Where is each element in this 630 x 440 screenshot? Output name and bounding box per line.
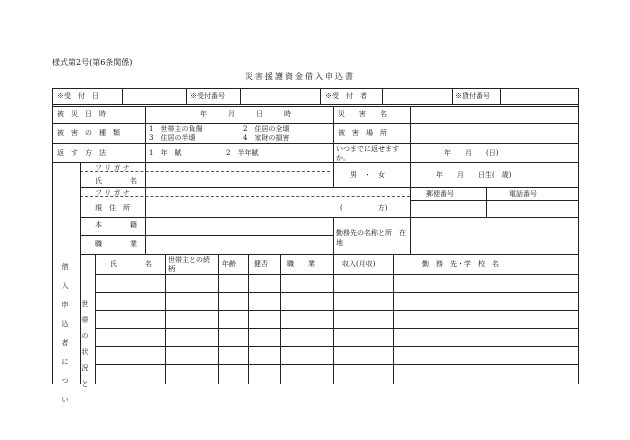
damage-option-4: 4 家財の損害: [243, 134, 290, 142]
disaster-date-value: 年 月 日 時: [200, 110, 291, 118]
furigana-label: フ リ ガ ナ: [95, 164, 130, 172]
repayment-by-when-label: いつまでに返せますか。: [336, 145, 399, 162]
address-suffix: ( 方): [340, 204, 388, 212]
postal-code-label: 郵便番号: [426, 190, 454, 198]
phone-number-label: 電話番号: [509, 190, 537, 198]
damage-option-3: 3 住居の半壊: [149, 134, 196, 142]
col-relation: 世帯主との続柄: [168, 256, 210, 273]
domicile-label: 本 籍: [95, 221, 137, 229]
reception-number-label: ※受付番号: [190, 92, 225, 100]
address-label: 現 住 所: [95, 204, 130, 212]
form-number: 様式第2号(第6条関係): [52, 58, 133, 67]
name-label: 氏 名: [95, 177, 137, 185]
col-age: 年齢: [222, 260, 236, 268]
col-occupation: 職 業: [287, 260, 315, 268]
birth-date: 年 月 日生( 歳): [436, 171, 512, 179]
loan-number-label: ※貸付番号: [455, 92, 490, 100]
damage-option-2: 2 住居の全壊: [243, 125, 290, 133]
disaster-name-label: 災 害 名: [338, 110, 387, 118]
damage-type-label: 被 害 の 種 類: [57, 129, 120, 137]
col-income: 収入(月収): [342, 260, 376, 268]
disaster-date-label: 被 災 日 時: [57, 110, 106, 118]
employer-label: 勤務先の名称と所 在 地: [336, 229, 413, 247]
repayment-method-annual: 1 年 賦: [149, 149, 182, 157]
col-name: 氏 名: [110, 260, 152, 268]
col-health: 健否: [254, 260, 268, 268]
damage-option-1: 1 世帯主の負傷: [149, 125, 203, 133]
address-furigana-label: フ リ ガ ナ: [95, 189, 130, 197]
occupation-label: 職 業: [95, 240, 137, 248]
form-title: 災害援護資金借入申込書: [245, 72, 355, 81]
applicant-side-label: 借入申込者につい: [61, 263, 69, 404]
gender-select[interactable]: 男 ・ 女: [350, 171, 385, 179]
repayment-method-label: 返 す 方 法: [57, 149, 106, 157]
repayment-by-when-value: 年 月 (日): [444, 149, 499, 157]
damage-location-label: 被 害 場 所: [338, 129, 387, 137]
col-workplace-school: 勤 務 先・学 校 名: [422, 260, 499, 268]
repayment-method-semiannual: 2 半年賦: [226, 149, 259, 157]
reception-date-label: ※受 付 日: [57, 92, 99, 100]
reception-receiver-label: ※受 付 者: [325, 92, 367, 100]
household-side-label: 世帯の状況と: [81, 300, 89, 388]
